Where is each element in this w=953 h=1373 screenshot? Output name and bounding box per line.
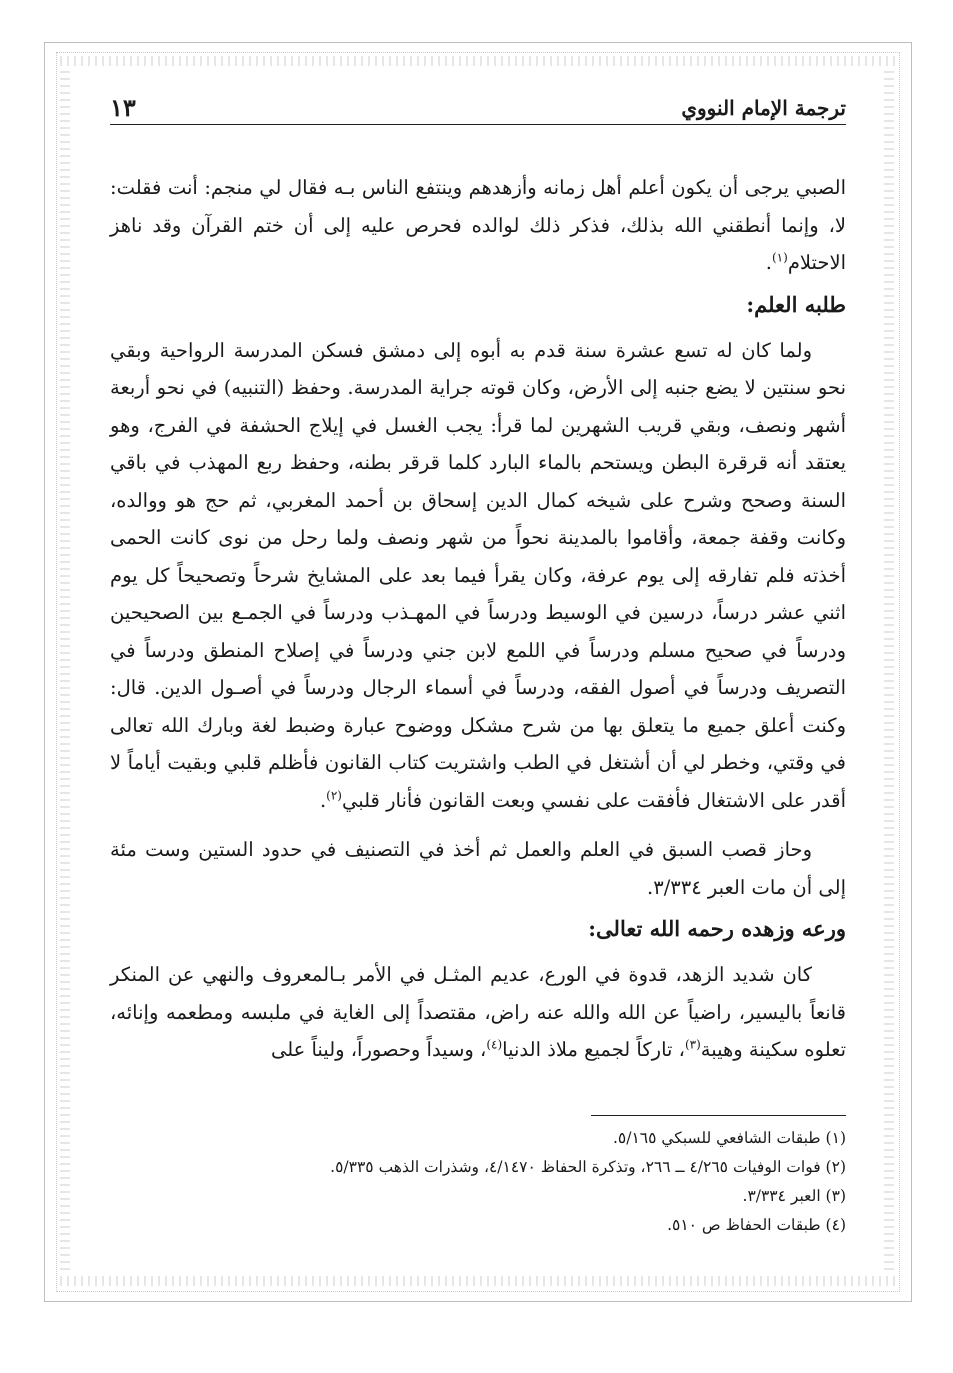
footnote-2: (٢) فوات الوفيات ٤/٢٦٥ ــ ٢٦٦، وتذكرة الحفاظ ٤/١٤٧٠، وشذرات الذهب ٥/٣٣٥.: [330, 1157, 846, 1176]
footnote-1: (١) طبقات الشافعي للسبكي ٥/١٦٥.: [612, 1128, 846, 1147]
footnotes: [110, 1124, 846, 1240]
paragraph-3: وحاز قصب السبق في العلم والعمل ثم أخذ في التصنيف في حدود الستين وست مئة إلى أن مات العبر ٣/٣٣٤.: [110, 838, 846, 899]
running-title: ترجمة الإمام النووي: [681, 96, 846, 120]
decorative-border-right: [884, 70, 894, 1270]
page-body: [110, 169, 846, 1069]
paragraph-1: الصبي يرجى أن يكون أعلم أهل زمانه وأزهدهم وينتفع الناس بـه فقال لي منجم: أنت فقلت: لا، وإنما أنطقني الله بذلك، فذكر ذلك لوالده فحرص عليه إلى أن ختم القرآن وقد ناهز الاحتلام$^{(١)}$.: [110, 176, 846, 274]
page-number: ١٣: [110, 93, 136, 122]
section-heading-seeking-knowledge: طلبه العلم:: [746, 291, 846, 317]
section-heading-piety: ورعه وزهده رحمه الله تعالى:: [588, 916, 846, 941]
footnote-4: (٤) طبقات الحفاظ ص ٥١٠.: [667, 1215, 846, 1234]
footnote-ref-4[interactable]: (٤): [486, 1037, 503, 1052]
decorative-border-bottom: [60, 1276, 896, 1286]
paragraph-gap: [110, 819, 846, 831]
paragraph-2: ولما كان له تسع عشرة سنة قدم به أبوه إلى دمشق فسكن المدرسة الرواحية وبقي نحو سنتين لا يضع جنبه إلى الأرض، وكان قوته جراية المدرسة. وحفظ (التنبيه) في نحو أربعة أشهر ونصف، وبقي قريب الشهرين لما قرأ: يجب الغسل في إيلاج الحشفة في الفرج، وهو يعتقد أنه قرقرة البطن ويستحم بالماء البارد كلما قرقر بطنه، وحفظ ربع المهذب في باقي السنة وصحح وشرح على شيخه كمال الدين إسحاق بن أحمد المغربي، ثم حج هو ووالده، وكانت وقفة جمعة، وأقاموا بالمدينة نحواً من شهر ونصف ولما رحل من نوى كانت الحمى أخذته فلم تفارقه إلى يوم عرفة، وكان يقرأ فيما بعد على المشايخ شرحاً وتصحيحاً كل يوم اثني عشر درساً، درسين في الوسيط ودرساً في المهـذب ودرساً في الجمـع بين الصحيحين ودرساً في صحيح مسلم ودرساً في اللمع لابن جني ودرساً في إصلاح المنطق ودرساً في التصريف ودرساً في أصول الفقه، ودرساً في أسماء الرجال ودرساً في أصـول الدين. قال: وكنت أعلق جميع ما يتعلق بها من شرح مشكل ووضوح عبارة وضبط لغة وبارك الله تعالى في وقتي، وخطر لي أن أشتغل في الطب واشتريت كتاب القانون فأظلم قلبي وبقيت أياماً لا أقدر على الاشتغال فأفقت على نفسي وبعت القانون فأنار قلبي$^{(٢)}$.: [110, 338, 846, 812]
footnote-ref-3[interactable]: (٣): [684, 1037, 701, 1052]
footnote-3: (٣) العبر ٣/٣٣٤.: [742, 1186, 846, 1205]
footnote-ref-2[interactable]: (٢): [326, 788, 342, 802]
decorative-border-left: [60, 70, 70, 1270]
book-page: [110, 82, 846, 1240]
decorative-border-top: [60, 56, 896, 66]
footnote-ref-1[interactable]: (١): [771, 250, 788, 265]
footnote-separator: [591, 1115, 846, 1116]
running-header: [110, 82, 846, 125]
paragraph-4: كان شديد الزهد، قدوة في الورع، عديم المثـل في الأمر بـالمعروف والنهي عن المنكر قانعاً باليسير، راضياً عن الله والله عنه راض، مقتصداً إلى الغاية في ملبسه ومطعمه وإنائه، تعلوه سكينة وهيبة$^{(٣)}$، تاركاً لجميع ملاذ الدنيا$^{(٤)}$، وسيداً وحصوراً، وليناً على: [110, 963, 846, 1061]
